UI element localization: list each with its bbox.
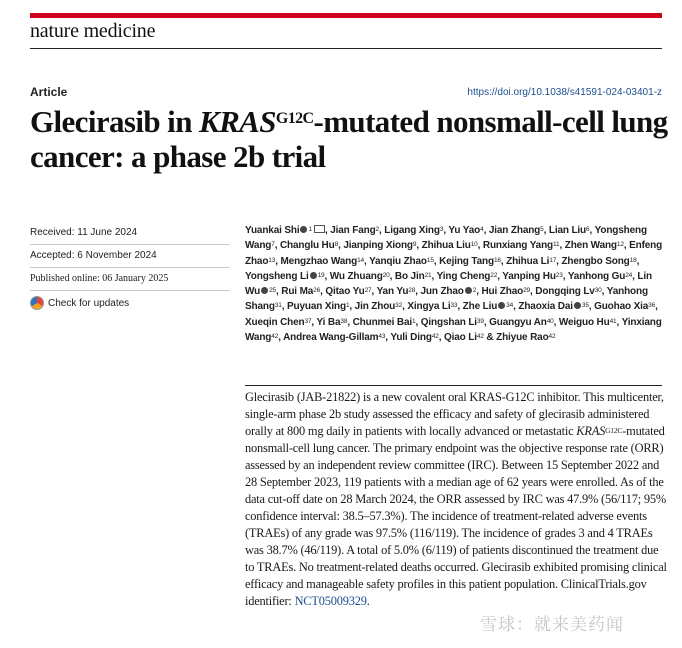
author-name: Rui Ma — [281, 286, 314, 298]
orcid-icon[interactable] — [574, 302, 581, 309]
author-name: Zhihua Li — [506, 255, 550, 267]
affiliation-number: 35 — [581, 302, 589, 310]
affiliation-number: 12 — [616, 241, 624, 249]
affiliation-number: 17 — [549, 256, 557, 264]
orcid-icon[interactable] — [498, 302, 505, 309]
affiliation-number: 42 — [271, 333, 279, 341]
affiliation-number: 30 — [594, 287, 602, 295]
affiliation-number: 26 — [313, 287, 321, 295]
author-name: Runxiang Yang — [482, 240, 554, 252]
affiliation-number: 2 — [375, 226, 380, 233]
author-name: Yi Ba — [316, 316, 341, 328]
orcid-icon[interactable] — [261, 287, 268, 294]
affiliation-number: 43 — [378, 333, 386, 341]
header-divider — [30, 48, 662, 49]
affiliation-number: 13 — [268, 256, 276, 264]
accepted-date: Accepted: 6 November 2024 — [30, 250, 157, 261]
author-name: Changlu Hu — [279, 240, 335, 252]
affiliation-number: 32 — [395, 302, 403, 310]
meta-divider — [30, 244, 230, 245]
author-name: Xueqin Chen — [245, 316, 305, 328]
author-name: Yuli Ding — [390, 332, 432, 344]
author-name: Guangyu An — [489, 316, 547, 328]
author-name: Qiao Li — [444, 332, 477, 344]
author-name: Puyuan Xing — [287, 301, 346, 313]
orcid-icon[interactable] — [465, 287, 472, 294]
affiliation-number: 39 — [476, 317, 484, 325]
abstract — [245, 389, 670, 610]
author-name: Yanhong Shang — [245, 286, 648, 313]
affiliation-number: 37 — [304, 317, 312, 325]
title-mutation: G12C — [275, 110, 314, 127]
author-name: Lian Liu — [548, 225, 587, 236]
affiliation-number: 41 — [609, 317, 617, 325]
published-date: Published online: 06 January 2025 — [30, 273, 169, 284]
watermark: 雪球：就来美药闻 — [480, 615, 624, 634]
article-title — [30, 104, 670, 174]
author-name: Jianping Xiong — [343, 240, 413, 252]
meta-divider — [30, 290, 230, 291]
author-name: Qitao Yu — [325, 286, 365, 298]
author-name: Jin Zhou — [354, 301, 396, 313]
affiliation-number: 1 — [412, 317, 416, 325]
affiliation-number: 18 — [629, 256, 637, 264]
author-name: Zhaoxia Dai — [518, 301, 573, 313]
affiliation-number: 21 — [424, 271, 432, 279]
author-name: Guohao Xia — [594, 301, 649, 313]
abstract-gene: KRAS — [576, 424, 606, 438]
author-name: Enfeng Zhao — [245, 240, 663, 267]
author-name: Yu Yao — [448, 225, 481, 236]
author-name: Yongsheng Wang — [245, 225, 647, 252]
affiliation-number: 23 — [555, 271, 563, 279]
check-for-updates-button[interactable] — [30, 296, 129, 310]
title-gene: KRAS — [199, 104, 276, 139]
author-name: Weiguo Hu — [558, 316, 610, 328]
author-name: Wu Zhuang — [329, 270, 383, 282]
author-name: Zhe Liu — [462, 301, 498, 313]
doi-link[interactable]: https://doi.org/10.1038/s41591-024-03401-z — [467, 87, 662, 98]
affiliation-number: 31 — [274, 302, 282, 310]
affiliation-number: 25 — [269, 287, 277, 295]
affiliation-number: 11 — [553, 241, 560, 249]
article-type: Article — [30, 85, 68, 99]
affiliation-number: 4 — [480, 226, 484, 233]
author-name: Qingshan Li — [420, 316, 477, 328]
abstract-divider — [245, 385, 662, 386]
abstract-text-2: -mutated nonsmall-cell lung cancer. The primary endpoint was the objective response rate (ORR) assessed by an independent review committee (IRC). Between 15 September 2022 and 28 September 2023, 119 patients with a median age of 62 years were enrolled. As of the data cut-off date on 28 March 2024, the ORR assessed by IRC was 47.9% (56/117; 95% confidence interval: 38.5–57.3%). The incidence of treatment-related adverse events (TRAEs) of any grade was 97.5% (116/119). The incidence of grades 3 and 4 TRAEs was 38.7% (46/119). A total of 5.0% (6/119) of patients discontinued the treatment due to TRAEs. No treatment-related deaths occurred. Glecirasib exhibited promising clinical efficacy and manageable safety profiles in this patient population. ClinicalTrials.gov identifier: — [245, 424, 667, 608]
author-name: Zhen Wang — [564, 240, 617, 252]
affiliation-number: 36 — [648, 302, 656, 310]
affiliation-number: 1 — [345, 302, 350, 310]
author-name: Bo Jin — [394, 270, 425, 282]
author-name: Kejing Tang — [439, 255, 494, 267]
author-name: Chunmei Bai — [352, 316, 413, 328]
affiliation-number: 19 — [317, 271, 325, 279]
author-name: Ligang Xing — [384, 225, 440, 236]
author-name: Lin Wu — [245, 270, 652, 298]
orcid-icon[interactable] — [300, 226, 307, 233]
affiliation-number: 9 — [412, 241, 417, 249]
author-name: Yanping Hu — [502, 270, 556, 282]
author-name: Zhihua Liu — [421, 240, 471, 252]
affiliation-number: 40 — [546, 317, 554, 325]
author-name: Zhengbo Song — [561, 255, 630, 267]
author-name: Jian Zhang — [488, 225, 541, 236]
affiliation-number: 5 — [540, 226, 544, 233]
author-name: Yan Yu — [376, 286, 409, 298]
affiliation-number: 20 — [382, 271, 390, 279]
affiliation-number: 14 — [357, 256, 364, 264]
author-name: Yongsheng Li — [245, 270, 309, 282]
received-date: Received: 11 June 2024 — [30, 227, 138, 238]
check-updates-label: Check for updates — [48, 297, 130, 309]
author-name: Zhiyue Rao — [496, 332, 549, 344]
journal-red-bar — [30, 13, 662, 18]
affiliation-number: 10 — [470, 241, 478, 249]
crossmark-icon — [30, 296, 44, 310]
author-name: Andrea Wang-Gillam — [283, 332, 379, 344]
title-part2: -mutated nonsmall-cell lung cancer: a phase 2b trial — [30, 104, 668, 174]
affiliation-number: 42 — [548, 333, 556, 341]
affiliation-number: 2 — [472, 287, 477, 295]
abstract-text-1: Glecirasib (JAB-21822) is a new covalent oral KRAS-G12C inhibitor. This multicenter, single-arm phase 2b study assessed the efficacy and safety of glecirasib administered orally at 800 mg daily in patients with locally advanced or metastatic — [245, 390, 664, 438]
email-icon[interactable] — [314, 225, 325, 233]
title-part1: Glecirasib in — [30, 104, 199, 139]
affiliation-number: 24 — [625, 271, 633, 279]
affiliation-number: 42 — [431, 333, 439, 341]
abstract-mutation: G12C — [605, 426, 623, 435]
author-name: Yinxiang Wang — [245, 316, 662, 344]
affiliation-number: 27 — [364, 287, 372, 295]
affiliation-number: 34 — [506, 302, 514, 310]
affiliation-number: 1 — [308, 226, 312, 233]
journal-name: nature medicine — [30, 20, 156, 42]
author-name: Xingya Li — [407, 301, 451, 313]
affiliation-number: 7 — [271, 241, 275, 249]
affiliation-number: 3 — [439, 226, 444, 233]
author-name: Dongqing Lv — [535, 286, 595, 298]
affiliation-number: 42 — [476, 333, 484, 341]
meta-divider — [30, 267, 230, 268]
affiliation-number: 16 — [493, 256, 501, 264]
author-name: Yanhong Gu — [567, 270, 626, 282]
author-name: Hui Zhao — [481, 286, 524, 298]
orcid-icon[interactable] — [310, 272, 317, 279]
author-list: Yuankai Shi $^1$ , Jian Fang$^2$, Ligang Xing$^3$, Yu Yao$^4$, Jian Zhang$^5$, Lian Liu$^6$, Yongsheng Wang$^7$, Changlu Hu$^8$, Jianping Xiong$^9$, Zhihua Liu$^{10}$, Runxiang Yang$^{11}$, Zhen Wang$^{12}$, Enfeng Zhao$^{13}$, Mengzhao Wang$^{14}$, Yanqiu Zhao$^{15}$, Kejing Tang$^{16}$, Zhihua Li$^{17}$, Zhengbo Song$^{18}$, Yongsheng Li $^{19}$, Wu Zhuang$^{20}$, Bo Jin$^{21}$, Ying Cheng$^{22}$, Yanping Hu$^{23}$, Yanhong Gu$^{24}$, Lin Wu $^{25}$, Rui Ma$^{26}$, Qitao Yu$^{27}$, Yan Yu$^{28}$, Jun Zhao $^2$, Hui Zhao$^{29}$, Dongqing Lv$^{30}$, Yanhong Shang$^{31}$, Puyuan Xing$^1$, Jin Zhou$^{32}$, Xingya Li$^{33}$, Zhe Liu $^{34}$, Zhaoxia Dai $^{35}$, Guohao Xia$^{36}$, Xueqin Chen$^{37}$, Yi Ba$^{38}$, Chunmei Bai$^1$, Qingshan Li$^{39}$, Guangyu An$^{40}$, Weiguo Hu$^{41}$, Yinxiang Wang$^{42}$, Andrea Wang-Gillam$^{43}$, Yuli Ding$^{42}$, Qiao Li$^{42}$ & Zhiyue Rao$^{42}$ — [245, 225, 663, 344]
affiliation-number: 33 — [450, 302, 458, 310]
affiliation-number: 6 — [586, 226, 590, 233]
affiliation-number: 28 — [408, 287, 416, 295]
affiliation-number: 8 — [334, 241, 339, 249]
affiliation-number: 22 — [490, 271, 498, 279]
author-name: Jun Zhao — [420, 286, 464, 298]
affiliation-number: 29 — [523, 287, 530, 295]
nct-link[interactable]: NCT05009329 — [294, 594, 367, 608]
abstract-end: . — [366, 594, 370, 608]
author-name: Yuankai Shi — [245, 225, 300, 236]
affiliation-number: 15 — [426, 256, 434, 264]
author-name: Yanqiu Zhao — [369, 255, 427, 267]
affiliation-number: 38 — [340, 317, 348, 325]
author-name: Jian Fang — [330, 225, 376, 236]
author-name: Ying Cheng — [436, 270, 491, 282]
author-name: Mengzhao Wang — [280, 255, 358, 267]
